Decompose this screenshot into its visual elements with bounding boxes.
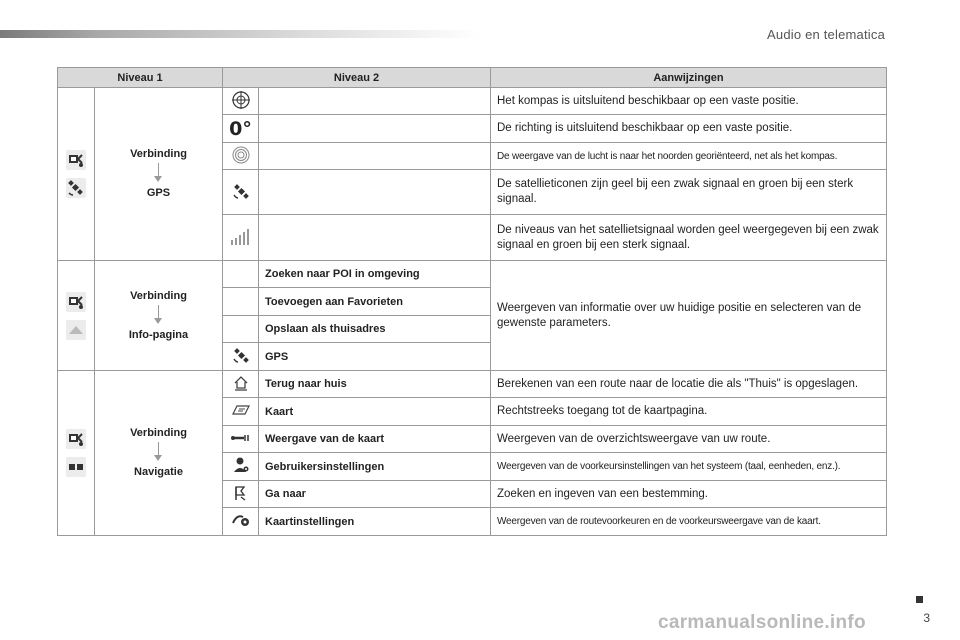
niveau2-cell: Kaartinstellingen [259, 508, 491, 536]
user-settings-icon [223, 453, 259, 481]
down-arrow-icon [158, 305, 159, 319]
satellite-icon [66, 178, 86, 198]
niveau1-label-top: Verbinding [130, 148, 187, 160]
table-header-row [58, 68, 887, 88]
col-header-niveau1: Niveau 1 [58, 68, 223, 88]
route-overview-icon [223, 426, 259, 453]
description-cell: Weergeven van informatie over uw huidige positie en selecteren van de gewenste parameters. [491, 261, 887, 371]
col-header-aanwijzingen: Aanwijzingen [491, 68, 887, 88]
niveau2-cell: GPS [259, 343, 491, 371]
description-cell: Weergeven van de routevoorkeuren en de voorkeursweergave van de kaart. [491, 508, 887, 536]
navigation-icon [66, 457, 86, 477]
satellite-icon [223, 170, 259, 215]
empty-icon-cell [223, 316, 259, 343]
niveau2-cell [259, 88, 491, 115]
description-cell: Rechtstreeks toegang tot de kaartpagina. [491, 398, 887, 426]
map-icon [223, 398, 259, 426]
niveau2-cell: Zoeken naar POI in omgeving [259, 261, 491, 288]
page-header-title: Audio en telematica [767, 27, 885, 42]
niveau1-icon-cell [58, 88, 95, 261]
connection-icon [66, 429, 86, 449]
home-icon [223, 371, 259, 398]
watermark-text: carmanualsonline.info [658, 612, 866, 633]
niveau1-cell-navigatie [95, 371, 223, 536]
compass-icon [223, 88, 259, 115]
niveau1-icon-cell [58, 371, 95, 536]
niveau1-label-top: Verbinding [130, 427, 187, 439]
empty-icon-cell [223, 261, 259, 288]
header-gradient-bar [0, 30, 480, 38]
col-header-niveau2: Niveau 2 [223, 68, 491, 88]
sky-view-icon [223, 143, 259, 170]
go-to-destination-icon [223, 481, 259, 508]
map-settings-icon [223, 508, 259, 536]
table-row [58, 261, 887, 288]
niveau2-cell: Ga naar [259, 481, 491, 508]
connection-icon [66, 292, 86, 312]
table-row [58, 88, 887, 115]
niveau2-cell [259, 115, 491, 143]
description-cell: De weergave van de lucht is naar het noorden georiënteerd, net als het kompas. [491, 143, 887, 170]
description-cell: De satellieticonen zijn geel bij een zwak signaal en groen bij een sterk signaal. [491, 170, 887, 215]
description-cell: De richting is uitsluitend beschikbaar op een vaste positie. [491, 115, 887, 143]
niveau2-cell [259, 170, 491, 215]
empty-icon-cell [223, 288, 259, 316]
connection-icon [66, 150, 86, 170]
direction-degree-icon: 0° [223, 115, 259, 143]
niveau1-label-bottom: Info-pagina [128, 328, 189, 341]
description-cell: Berekenen van een route naar de locatie die als "Thuis" is opgeslagen. [491, 371, 887, 398]
signal-level-icon [223, 215, 259, 261]
niveau2-cell: Weergave van de kaart [259, 426, 491, 453]
niveau2-cell: Terug naar huis [259, 371, 491, 398]
niveau1-cell-gps [95, 88, 223, 261]
niveau2-cell [259, 215, 491, 261]
down-arrow-icon [158, 163, 159, 177]
description-cell: Zoeken en ingeven van een bestemming. [491, 481, 887, 508]
satellite-icon [223, 343, 259, 371]
description-cell: De niveaus van het satellietsignaal worden geel weergegeven bij een zwak signaal en groen bij een sterk signaal. [491, 215, 887, 261]
settings-table [57, 67, 887, 536]
niveau2-cell: Opslaan als thuisadres [259, 316, 491, 343]
description-cell: Weergeven van de voorkeursinstellingen van het systeem (taal, eenheden, enz.). [491, 453, 887, 481]
description-cell: Het kompas is uitsluitend beschikbaar op een vaste positie. [491, 88, 887, 115]
niveau1-cell-info [95, 261, 223, 371]
table-row [58, 371, 887, 398]
info-page-icon [66, 320, 86, 340]
description-cell: Weergeven van de overzichtsweergave van uw route. [491, 426, 887, 453]
niveau2-cell: Kaart [259, 398, 491, 426]
page-marker [916, 596, 923, 603]
niveau2-cell: Gebruikersinstellingen [259, 453, 491, 481]
niveau1-label-top: Verbinding [130, 289, 187, 302]
niveau1-icon-cell [58, 261, 95, 371]
niveau2-cell [259, 143, 491, 170]
niveau1-label-bottom: GPS [146, 187, 171, 199]
niveau2-cell: Toevoegen aan Favorieten [259, 288, 491, 316]
niveau1-label-bottom: Navigatie [134, 466, 183, 478]
down-arrow-icon [158, 442, 159, 456]
page-number: 3 [923, 611, 930, 625]
